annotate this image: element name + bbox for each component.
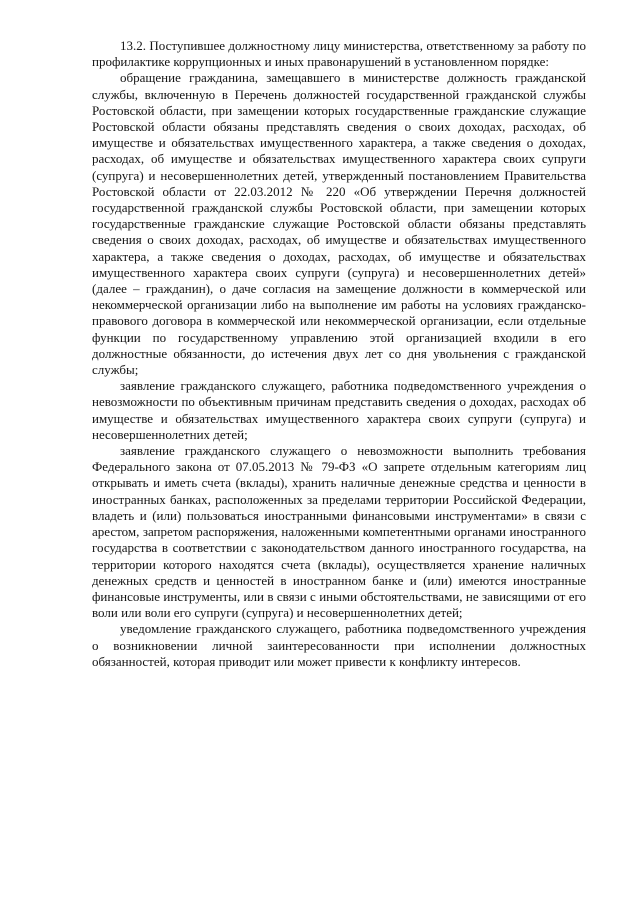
- paragraph-13-2-intro: 13.2. Поступившее должностному лицу министерства, ответственному за работу по профилактике коррупционных и иных правонарушений в установленном порядке:: [92, 38, 586, 70]
- paragraph-statement-federal-law: заявление гражданского служащего о невозможности выполнить требования Федерального закона от 07.05.2013 № 79-ФЗ «О запрете отдельным категориям лиц открывать и иметь счета (вклады), хранить наличные денежные средства и ценности в иностранных банках, расположенных за пределами территории Российской Федерации, владеть и (или) пользоваться иностранными финансовыми инструментами» в связи с арестом, запретом распоряжения, наложенными компетентными органами иностранного государства в соответствии с законодательством данного иностранного государства, на территории которого находятся счета (вклады), осуществляется хранение наличных денежных средств и ценностей в иностранном банке и (или) имеются иностранные финансовые инструменты, или в связи с иными обстоятельствами, не зависящими от его воли или воли его супруги (супруга) и несовершеннолетних детей;: [92, 443, 586, 621]
- paragraph-statement-income-info: заявление гражданского служащего, работника подведомственного учреждения о невозможности по объективным причинам представить сведения о доходах, расходах об имуществе и обязательствах имущественного характера своих супруги (супруга) и несовершеннолетних детей;: [92, 378, 586, 442]
- paragraph-notification-conflict-of-interest: уведомление гражданского служащего, работника подведомственного учреждения о возникновении личной заинтересованности при исполнении должностных обязанностей, которая приводит или может привести к конфликту интересов.: [92, 621, 586, 669]
- paragraph-citizen-appeal: обращение гражданина, замещавшего в министерстве должность гражданской службы, включенную в Перечень должностей государственной гражданской службы Ростовской области, при замещении которых государственные гражданские служащие Ростовской области обязаны представлять сведения о своих доходах, расходах, об имуществе и обязательствах имущественного характера, а также сведения о доходах, расходах, об имуществе и обязательствах имущественного характера своих супруги (супруга) и несовершеннолетних детей, утвержденный постановлением Правительства Ростовской области от 22.03.2012 № 220 «Об утверждении Перечня должностей государственной гражданской службы Ростовской области, при замещении которых государственные гражданские служащие Ростовской области обязаны представлять сведения о своих доходах, расходах, об имуществе и обязательствах имущественного характера, а также сведения о доходах, расходах, об имуществе и обязательствах имущественного характера своих супруги (супруга) и несовершеннолетних детей» (далее – гражданин), о даче согласия на замещение должности в коммерческой или некоммерческой организации либо на выполнение им работы на условиях гражданско-правового договора в коммерческой или некоммерческой организации, если отдельные функции по государственному управлению этой организацией входили в его должностные обязанности, до истечения двух лет со дня увольнения с гражданской службы;: [92, 70, 586, 378]
